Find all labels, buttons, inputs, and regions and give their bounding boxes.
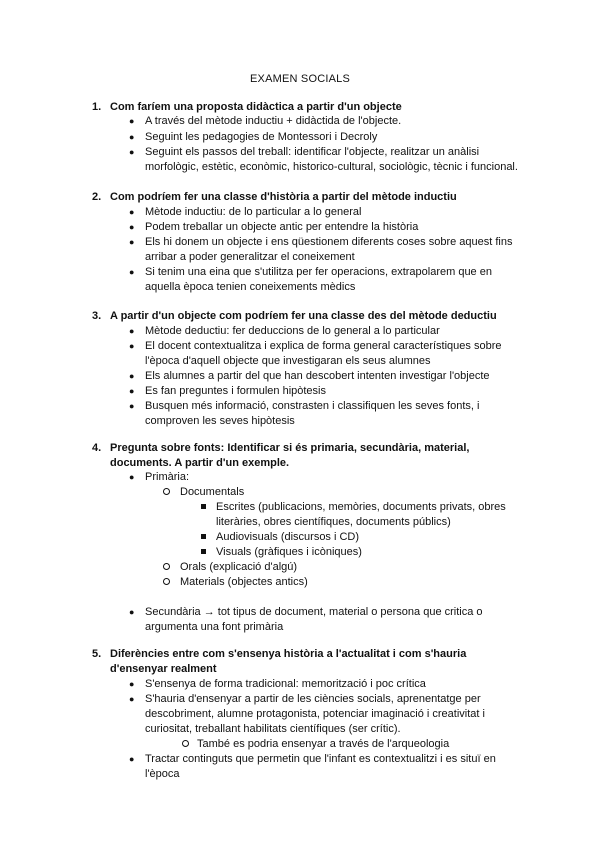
list-item: A través del mètode inductiu + didàctida de l'objecte. xyxy=(145,115,402,127)
list-item: Escrites (publicacions, memòries, documents privats, obres xyxy=(216,501,506,513)
list-item: Seguint les pedagogies de Montessori i Decroly xyxy=(145,131,378,143)
list-item-materials: Materials (objectes antics) xyxy=(180,576,308,588)
list-item: Tractar continguts que permetin que l'infant es contextualitzi i es situï en xyxy=(145,753,496,765)
list-item: S'ensenya de forma tradicional: memorització i poc crítica xyxy=(145,678,426,690)
list-item-continuation: descobriment, alumne protagonista, potenciar imaginació i creativitat i xyxy=(145,708,485,720)
circle-bullet-icon xyxy=(163,578,170,585)
bullet-icon: ● xyxy=(129,207,135,217)
bullet-icon: ● xyxy=(129,401,135,411)
bullet-icon: ● xyxy=(129,116,135,126)
bullet-icon: ● xyxy=(129,222,135,232)
list-item: Visuals (gràfiques i icòniques) xyxy=(216,546,362,558)
square-bullet-icon xyxy=(201,504,206,509)
list-item: Podem treballar un objecte antic per entendre la història xyxy=(145,221,419,233)
list-item: Es fan preguntes i formulen hipòtesis xyxy=(145,385,326,397)
section-4-heading-continuation: documents. A partir d'un exemple. xyxy=(110,457,290,469)
square-bullet-icon xyxy=(201,549,206,554)
section-5-heading-continuation: d'ensenyar realment xyxy=(110,663,217,675)
bullet-icon: ● xyxy=(129,472,135,482)
section-1-number: 1. xyxy=(92,101,102,113)
list-item: Audiovisuals (discursos i CD) xyxy=(216,531,360,543)
list-item-secundaria: Secundària → tot tipus de document, material o persona que critica o xyxy=(145,606,483,618)
bullet-icon: ● xyxy=(129,147,135,157)
list-item-continuation: curiositat, treballant habilitats científiques (ser crític). xyxy=(145,723,401,735)
list-item: Els alumnes a partir del que han descobert intenten investigar l'objecte xyxy=(145,370,490,382)
list-item: S'hauria d'ensenyar a partir de les ciències socials, aprenentatge per xyxy=(145,693,481,705)
list-item-continuation: aquella època tenien coneixements mèdics xyxy=(145,281,356,293)
list-item-continuation: literàries, obres científiques, documents públics) xyxy=(216,516,451,528)
list-item-continuation: comproven les seves hipòtesis xyxy=(145,415,295,427)
list-item-continuation: l'època xyxy=(145,768,180,780)
list-item-sub: També es podria ensenyar a través de l'arqueologia xyxy=(197,738,450,750)
list-item-primaria: Primària: xyxy=(145,471,190,483)
bullet-icon: ● xyxy=(129,694,135,704)
bullet-icon: ● xyxy=(129,341,135,351)
list-item-continuation: arribar a poder generalitzar el coneixement xyxy=(145,251,355,263)
list-item-orals: Orals (explicació d'algú) xyxy=(180,561,298,573)
section-4-number: 4. xyxy=(92,442,102,454)
bullet-icon: ● xyxy=(129,754,135,764)
section-5-number: 5. xyxy=(92,648,102,660)
bullet-icon: ● xyxy=(129,386,135,396)
section-1-heading: Com faríem una proposta didàctica a partir d'un objecte xyxy=(110,101,402,113)
circle-bullet-icon xyxy=(163,488,170,495)
list-item-continuation: l'època d'aquell objecte que investigaran els seus alumnes xyxy=(145,355,431,367)
bullet-icon: ● xyxy=(129,607,135,617)
list-item: Seguint els passos del treball: identificar l'objecte, realitzar un anàlisi xyxy=(145,146,480,158)
circle-bullet-icon xyxy=(163,563,170,570)
section-2-number: 2. xyxy=(92,191,102,203)
section-4-heading: Pregunta sobre fonts: Identificar si és primaria, secundària, material, xyxy=(110,442,470,454)
list-item-continuation: morfològic, estètic, econòmic, historico-cultural, sociològic, tècnic i funcional. xyxy=(145,161,518,173)
bullet-icon: ● xyxy=(129,132,135,142)
bullet-icon: ● xyxy=(129,237,135,247)
bullet-icon: ● xyxy=(129,267,135,277)
list-item: Si tenim una eina que s'utilitza per fer operacions, extrapolarem que en xyxy=(145,266,492,278)
bullet-icon: ● xyxy=(129,679,135,689)
list-item: Busquen més informació, constrasten i classifiquen les seves fonts, i xyxy=(145,400,480,412)
list-item: Els hi donem un objecte i ens qüestionem diferents coses sobre aquest fins xyxy=(145,236,513,248)
list-item: Mètode inductiu: de lo particular a lo general xyxy=(145,206,362,218)
square-bullet-icon xyxy=(201,534,206,539)
section-3-number: 3. xyxy=(92,310,102,322)
section-3-heading: A partir d'un objecte com podríem fer una classe des del mètode deductiu xyxy=(110,310,497,322)
list-item-continuation: argumenta una font primària xyxy=(145,621,284,633)
list-item-documentals: Documentals xyxy=(180,486,245,498)
circle-bullet-icon xyxy=(182,740,189,747)
section-2-heading: Com podríem fer una classe d'història a partir del mètode inductiu xyxy=(110,191,457,203)
list-item: Mètode deductiu: fer deduccions de lo general a lo particular xyxy=(145,325,440,337)
section-5-heading: Diferències entre com s'ensenya història a l'actualitat i com s'hauria xyxy=(110,648,467,660)
bullet-icon: ● xyxy=(129,371,135,381)
list-item: El docent contextualitza i explica de forma general característiques sobre xyxy=(145,340,502,352)
page-title: EXAMEN SOCIALS xyxy=(250,73,350,85)
bullet-icon: ● xyxy=(129,326,135,336)
